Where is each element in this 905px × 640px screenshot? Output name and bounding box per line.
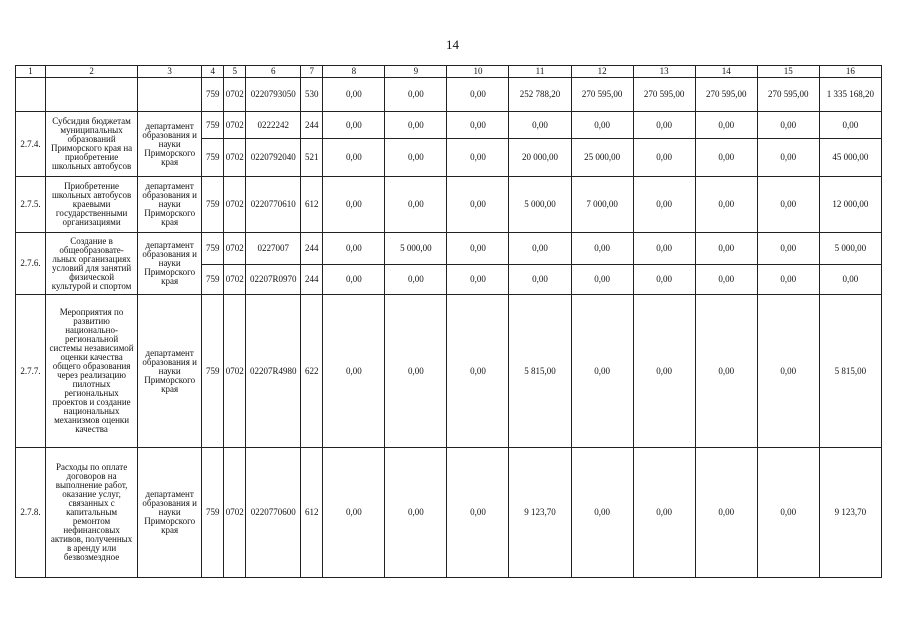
executor-line: образования и: [142, 249, 197, 259]
amount-col-8: 0,00: [323, 177, 385, 233]
item-number: [16, 78, 46, 112]
item-number: 2.7.6.: [16, 233, 46, 295]
expense-type-code: 244: [301, 112, 323, 139]
amount-col-12: 25 000,00: [571, 139, 633, 177]
amount-col-9: 5 000,00: [385, 233, 447, 265]
item-number: 2.7.7.: [16, 295, 46, 448]
grbs-code: 759: [202, 78, 224, 112]
amount-col-8: 0,00: [323, 448, 385, 578]
executor-line: образования и: [142, 129, 197, 140]
amount-col-9: 0,00: [385, 265, 447, 295]
executor-line: образования и: [142, 356, 197, 367]
section-code: 0702: [224, 78, 246, 112]
column-header-13: 13: [633, 66, 695, 78]
expense-type-code: 244: [301, 233, 323, 265]
amount-col-10: 0,00: [447, 448, 509, 578]
amount-col-12: 270 595,00: [571, 78, 633, 112]
amount-col-9: 0,00: [385, 177, 447, 233]
item-name-line: системы независимой: [49, 343, 134, 353]
amount-col-9: 0,00: [385, 78, 447, 112]
responsible-executor: [138, 448, 202, 578]
target-article-code: 0220792040: [246, 139, 301, 177]
item-name-line: краевыми: [72, 199, 111, 209]
column-header-12: 12: [571, 66, 633, 78]
amount-col-10: 0,00: [447, 265, 509, 295]
amount-col-15: 270 595,00: [757, 78, 819, 112]
amount-col-11: 20 000,00: [509, 139, 571, 177]
amount-col-12: 0,00: [571, 295, 633, 448]
column-header-11: 11: [509, 66, 571, 78]
item-name-line: национальных: [63, 406, 120, 416]
column-header-10: 10: [447, 66, 509, 78]
item-name-line: через реализацию: [57, 370, 126, 380]
column-header-8: 8: [323, 66, 385, 78]
amount-col-11: 9 123,70: [509, 448, 571, 578]
amount-col-8: 0,00: [323, 295, 385, 448]
item-name-line: школьных автобусов: [51, 161, 132, 171]
amount-col-15: 0,00: [757, 295, 819, 448]
item-name-line: культурой и спортом: [51, 280, 132, 291]
amount-col-13: 0,00: [633, 295, 695, 448]
amount-col-10: 0,00: [447, 78, 509, 112]
executor-line: края: [161, 276, 179, 286]
item-name-line: приобретение: [64, 152, 119, 162]
table-row: [16, 448, 882, 578]
item-name-line: Приморского края на: [50, 143, 133, 153]
executor-line: края: [161, 525, 179, 535]
amount-col-11: 0,00: [509, 265, 571, 295]
executor-line: департамент: [145, 489, 194, 499]
section-code: 0702: [224, 177, 246, 233]
grbs-code: 759: [202, 139, 224, 177]
grbs-code: 759: [202, 112, 224, 139]
item-name-line: выполнение работ,: [55, 480, 128, 490]
item-name: [46, 233, 138, 295]
section-code: 0702: [224, 112, 246, 139]
amount-col-15: 0,00: [757, 233, 819, 265]
amount-col-14: 0,00: [695, 177, 757, 233]
item-name-line: нефинансовых: [63, 525, 120, 535]
item-name-line: региональной: [65, 334, 119, 344]
item-name-line: муниципальных: [60, 125, 123, 135]
executor-line: департамент: [145, 347, 194, 358]
executor-line: края: [161, 156, 179, 167]
amount-col-10: 0,00: [447, 177, 509, 233]
section-code: 0702: [224, 295, 246, 448]
item-name-line: Субсидия бюджетам: [52, 116, 131, 126]
item-name-line: развитию: [73, 316, 110, 326]
item-number: 2.7.8.: [16, 448, 46, 578]
column-header-15: 15: [757, 66, 819, 78]
item-name-line: региональных: [64, 388, 119, 398]
amount-col-13: 270 595,00: [633, 78, 695, 112]
executor-line: образования и: [142, 190, 197, 200]
executor-line: науки: [158, 138, 181, 149]
column-header-7: 7: [301, 66, 323, 78]
amount-col-16: 9 123,70: [819, 448, 881, 578]
amount-col-8: 0,00: [323, 78, 385, 112]
amount-col-16: 5 815,00: [819, 295, 881, 448]
item-name: [46, 448, 138, 578]
amount-col-13: 0,00: [633, 265, 695, 295]
amount-col-9: 0,00: [385, 295, 447, 448]
executor-line: Приморского: [144, 208, 196, 218]
item-name-line: качества: [75, 424, 108, 434]
responsible-executor: [138, 177, 202, 233]
amount-col-10: 0,00: [447, 139, 509, 177]
column-header-2: 2: [46, 66, 138, 78]
item-name-line: льных организациях: [52, 253, 131, 264]
amount-col-16: 12 000,00: [819, 177, 881, 233]
amount-col-14: 0,00: [695, 139, 757, 177]
executor-line: Приморского: [144, 374, 196, 385]
amount-col-15: 0,00: [757, 265, 819, 295]
amount-col-16: 0,00: [819, 265, 881, 295]
amount-col-11: 5 000,00: [509, 177, 571, 233]
executor-line: департамент: [145, 240, 194, 250]
column-header-14: 14: [695, 66, 757, 78]
responsible-executor: [138, 112, 202, 177]
item-name-line: в аренду или: [66, 543, 117, 553]
amount-col-14: 0,00: [695, 265, 757, 295]
budget-table: [15, 65, 882, 578]
table-row: [16, 295, 882, 448]
amount-col-16: 45 000,00: [819, 139, 881, 177]
item-name-line: механизмов оценки: [54, 415, 130, 425]
executor-line: науки: [158, 507, 181, 517]
column-header-3: 3: [138, 66, 202, 78]
amount-col-10: 0,00: [447, 112, 509, 139]
column-header-4: 4: [202, 66, 224, 78]
item-name-line: активов, полученных: [50, 534, 133, 544]
item-name-line: Расходы по оплате: [55, 462, 128, 472]
amount-col-12: 0,00: [571, 448, 633, 578]
amount-col-14: 0,00: [695, 233, 757, 265]
amount-col-11: 0,00: [509, 112, 571, 139]
target-article-code: 0222242: [246, 112, 301, 139]
executor-line: Приморского: [144, 147, 196, 158]
section-code: 0702: [224, 233, 246, 265]
item-name-line: организациями: [62, 217, 121, 227]
expense-type-code: 530: [301, 78, 323, 112]
item-name-line: государственными: [55, 208, 128, 218]
amount-col-13: 0,00: [633, 177, 695, 233]
target-article-code: 0227007: [246, 233, 301, 265]
amount-col-11: 5 815,00: [509, 295, 571, 448]
amount-col-14: 0,00: [695, 112, 757, 139]
item-name: [46, 295, 138, 448]
item-name: [46, 112, 138, 177]
amount-col-15: 0,00: [757, 112, 819, 139]
target-article-code: 02207R4980: [246, 295, 301, 448]
item-name-line: общеобразовате-: [59, 244, 124, 255]
amount-col-8: 0,00: [323, 139, 385, 177]
item-number: 2.7.5.: [16, 177, 46, 233]
table-row: [16, 112, 882, 139]
item-number: 2.7.4.: [16, 112, 46, 177]
target-article-code: 0220770600: [246, 448, 301, 578]
executor-line: департамент: [145, 181, 194, 191]
amount-col-9: 0,00: [385, 139, 447, 177]
amount-col-9: 0,00: [385, 448, 447, 578]
item-name-line: Приобретение: [64, 181, 120, 191]
executor-line: науки: [158, 365, 181, 376]
amount-col-13: 0,00: [633, 112, 695, 139]
table-row: [16, 233, 882, 265]
column-header-5: 5: [224, 66, 246, 78]
amount-col-16: 1 335 168,20: [819, 78, 881, 112]
item-name-line: капитальным: [66, 507, 118, 517]
item-name-line: национально-: [65, 325, 118, 335]
executor-line: края: [161, 383, 179, 394]
target-article-code: 02207R0970: [246, 265, 301, 295]
item-name: [46, 177, 138, 233]
amount-col-14: 0,00: [695, 295, 757, 448]
page-number: 14: [446, 37, 459, 52]
item-name-line: общего образования: [52, 361, 131, 371]
amount-col-14: 0,00: [695, 448, 757, 578]
item-name-line: проектов и создание: [52, 397, 131, 407]
executor-line: науки: [158, 199, 181, 209]
item-name-line: безвозмездное: [63, 552, 120, 562]
executor-line: Приморского: [144, 267, 196, 277]
table-row: [16, 177, 882, 233]
item-name-line: договоров на: [66, 471, 117, 481]
section-code: 0702: [224, 448, 246, 578]
amount-col-16: 0,00: [819, 112, 881, 139]
amount-col-10: 0,00: [447, 233, 509, 265]
expense-type-code: 244: [301, 265, 323, 295]
executor-line: департамент: [145, 120, 194, 131]
executor-line: Приморского: [144, 516, 196, 526]
responsible-executor: [138, 295, 202, 448]
amount-col-13: 0,00: [633, 233, 695, 265]
amount-col-15: 0,00: [757, 448, 819, 578]
grbs-code: 759: [202, 448, 224, 578]
amount-col-12: 7 000,00: [571, 177, 633, 233]
responsible-executor: [138, 233, 202, 295]
grbs-code: 759: [202, 295, 224, 448]
item-name-line: образований: [67, 134, 116, 144]
expense-type-code: 622: [301, 295, 323, 448]
item-name-line: условий для занятий: [52, 262, 132, 273]
item-name-line: оказание услуг,: [62, 489, 121, 499]
amount-col-10: 0,00: [447, 295, 509, 448]
amount-col-8: 0,00: [323, 233, 385, 265]
item-name-line: Создание в: [70, 235, 113, 246]
section-code: 0702: [224, 139, 246, 177]
item-name-line: Мероприятия по: [59, 307, 124, 317]
grbs-code: 759: [202, 177, 224, 233]
executor-line: края: [161, 217, 179, 227]
expense-type-code: 612: [301, 177, 323, 233]
item-name-line: школьных автобусов: [51, 190, 132, 200]
amount-col-13: 0,00: [633, 139, 695, 177]
expense-type-code: 521: [301, 139, 323, 177]
executor-line: образования и: [142, 498, 197, 508]
target-article-code: 0220770610: [246, 177, 301, 233]
amount-col-12: 0,00: [571, 265, 633, 295]
item-name-line: ремонтом: [72, 516, 111, 526]
amount-col-13: 0,00: [633, 448, 695, 578]
column-header-1: 1: [16, 66, 46, 78]
column-header-16: 16: [819, 66, 881, 78]
amount-col-8: 0,00: [323, 265, 385, 295]
amount-col-15: 0,00: [757, 177, 819, 233]
amount-col-15: 0,00: [757, 139, 819, 177]
item-name: [46, 78, 138, 112]
item-name-line: оценки качества: [60, 352, 123, 362]
grbs-code: 759: [202, 233, 224, 265]
header-row: [16, 66, 882, 78]
amount-col-8: 0,00: [323, 112, 385, 139]
section-code: 0702: [224, 265, 246, 295]
column-header-9: 9: [385, 66, 447, 78]
amount-col-12: 0,00: [571, 233, 633, 265]
item-name-line: пилотных: [72, 379, 111, 389]
table-row: [16, 78, 882, 112]
amount-col-11: 252 788,20: [509, 78, 571, 112]
item-name-line: связанных с: [68, 498, 115, 508]
column-header-6: 6: [246, 66, 301, 78]
amount-col-16: 5 000,00: [819, 233, 881, 265]
grbs-code: 759: [202, 265, 224, 295]
target-article-code: 0220793050: [246, 78, 301, 112]
amount-col-9: 0,00: [385, 112, 447, 139]
responsible-executor: [138, 78, 202, 112]
executor-line: науки: [158, 258, 181, 268]
amount-col-14: 270 595,00: [695, 78, 757, 112]
amount-col-11: 0,00: [509, 233, 571, 265]
item-name-line: физической: [69, 271, 115, 282]
amount-col-12: 0,00: [571, 112, 633, 139]
expense-type-code: 612: [301, 448, 323, 578]
